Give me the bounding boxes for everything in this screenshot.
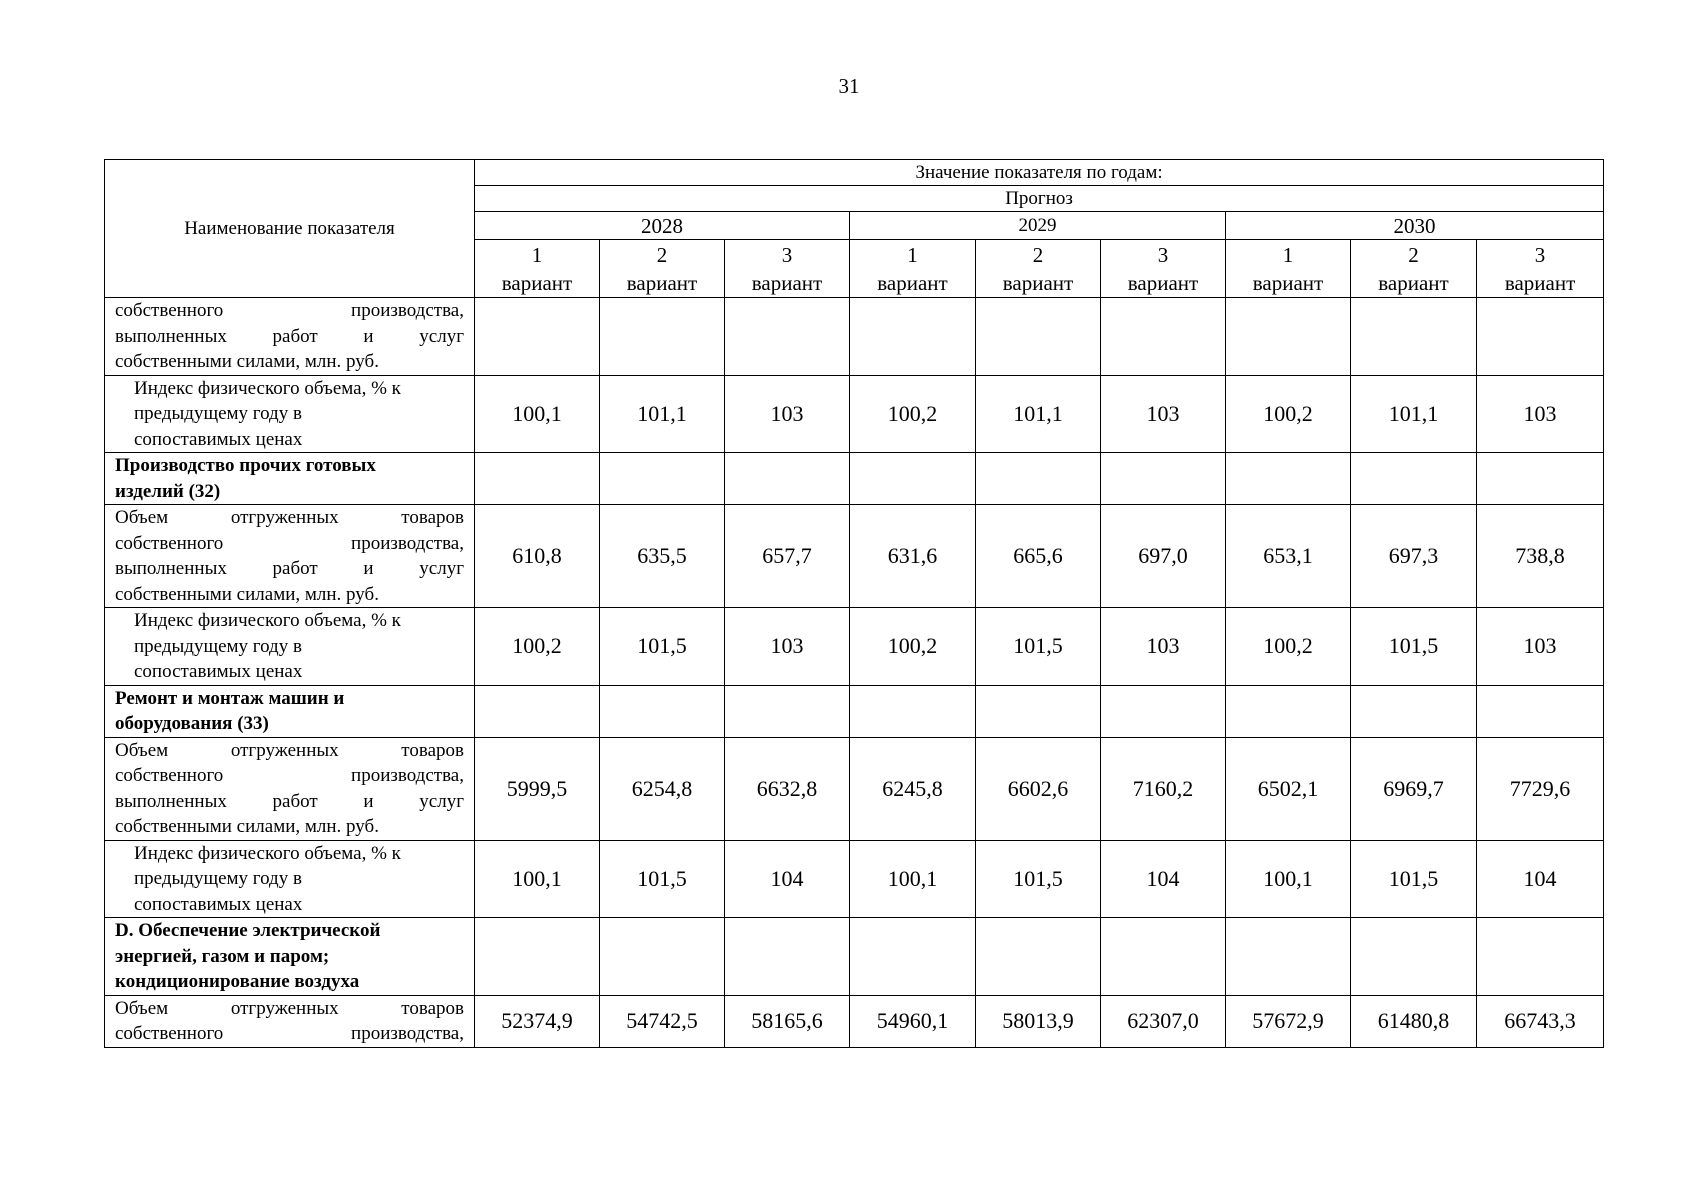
value-cell bbox=[475, 685, 600, 737]
value-cell: 101,5 bbox=[1351, 840, 1477, 918]
value-cell bbox=[850, 685, 976, 737]
value-cell: 58013,9 bbox=[976, 995, 1101, 1047]
value-cell bbox=[475, 453, 600, 505]
value-cell bbox=[725, 298, 850, 376]
indicator-name bbox=[105, 840, 475, 918]
header-year: 2028 bbox=[475, 212, 850, 240]
header-variant bbox=[1226, 240, 1351, 298]
value-cell: 103 bbox=[1101, 375, 1226, 453]
header-variant bbox=[475, 240, 600, 298]
value-cell: 665,6 bbox=[976, 505, 1101, 608]
indicator-name-line: сопоставимых ценах bbox=[134, 428, 303, 450]
variant-label: вариант bbox=[877, 270, 948, 295]
value-cell: 7729,6 bbox=[1477, 737, 1604, 840]
value-cell bbox=[976, 453, 1101, 505]
value-cell bbox=[850, 918, 976, 996]
value-cell: 100,1 bbox=[475, 840, 600, 918]
value-cell: 52374,9 bbox=[475, 995, 600, 1047]
value-cell: 6245,8 bbox=[850, 737, 976, 840]
variant-number: 1 bbox=[1282, 242, 1294, 267]
value-cell bbox=[1477, 453, 1604, 505]
value-cell bbox=[1101, 918, 1226, 996]
indicator-name bbox=[105, 995, 475, 1047]
value-cell bbox=[725, 685, 850, 737]
value-cell bbox=[475, 298, 600, 376]
section-heading bbox=[105, 918, 475, 996]
value-cell: 653,1 bbox=[1226, 505, 1351, 608]
indicator-name-line: Объем отгруженных товаров bbox=[115, 739, 464, 761]
indicator-name-line: Ремонт и монтаж машин и bbox=[115, 687, 345, 709]
value-cell: 610,8 bbox=[475, 505, 600, 608]
indicator-name-line: собственного производства, bbox=[115, 532, 464, 554]
indicator-name-line: собственного производства, bbox=[115, 1023, 464, 1044]
value-cell bbox=[1101, 685, 1226, 737]
header-forecast: Прогноз bbox=[475, 186, 1604, 212]
header-variant bbox=[976, 240, 1101, 298]
table-row bbox=[105, 685, 1604, 737]
value-cell: 100,2 bbox=[1226, 375, 1351, 453]
value-cell: 657,7 bbox=[725, 505, 850, 608]
header-variant bbox=[725, 240, 850, 298]
indicator-name-line: Производство прочих готовых bbox=[115, 455, 376, 476]
value-cell: 58165,6 bbox=[725, 995, 850, 1047]
indicator-name-line: Индекс физического объема, % к bbox=[134, 377, 401, 399]
value-cell: 6602,6 bbox=[976, 737, 1101, 840]
value-cell bbox=[850, 298, 976, 376]
value-cell: 631,6 bbox=[850, 505, 976, 608]
table-row bbox=[105, 375, 1604, 453]
indicator-name-line: Индекс физического объема, % к bbox=[134, 610, 401, 631]
variant-label: вариант bbox=[501, 270, 573, 295]
variant-label: вариант bbox=[751, 270, 823, 295]
value-cell: 101,1 bbox=[600, 375, 725, 453]
value-cell bbox=[1477, 918, 1604, 996]
value-cell: 57672,9 bbox=[1226, 995, 1351, 1047]
value-cell: 7160,2 bbox=[1101, 737, 1226, 840]
variant-number: 3 bbox=[1534, 242, 1546, 267]
value-cell: 54742,5 bbox=[600, 995, 725, 1047]
value-cell bbox=[1351, 298, 1477, 376]
value-cell: 635,5 bbox=[600, 505, 725, 608]
indicator-name-line: собственного производства, bbox=[115, 765, 464, 786]
value-cell: 66743,3 bbox=[1477, 995, 1604, 1047]
header-variant bbox=[600, 240, 725, 298]
value-cell bbox=[475, 918, 600, 996]
value-cell: 697,3 bbox=[1351, 505, 1477, 608]
indicator-name bbox=[105, 505, 475, 608]
value-cell bbox=[1101, 298, 1226, 376]
indicator-name-line: Индекс физического объема, % к bbox=[134, 842, 401, 864]
header-variant bbox=[1101, 240, 1226, 298]
value-cell: 738,8 bbox=[1477, 505, 1604, 608]
variant-number: 1 bbox=[531, 242, 543, 267]
indicator-name-line: кондиционирование воздуха bbox=[115, 971, 360, 992]
indicator-table bbox=[104, 159, 1604, 1048]
value-cell: 103 bbox=[1101, 608, 1226, 686]
value-cell: 100,1 bbox=[1226, 840, 1351, 918]
value-cell bbox=[725, 453, 850, 505]
indicator-name-line: Объем отгруженных товаров bbox=[115, 997, 464, 1019]
value-cell bbox=[1351, 453, 1477, 505]
value-cell: 100,2 bbox=[1226, 608, 1351, 686]
value-cell: 100,2 bbox=[850, 608, 976, 686]
value-cell: 103 bbox=[1477, 608, 1604, 686]
indicator-name bbox=[105, 737, 475, 840]
value-cell bbox=[1226, 453, 1351, 505]
indicator-name-line: сопоставимых ценах bbox=[134, 661, 303, 682]
page-number: 31 bbox=[838, 74, 860, 98]
value-cell: 100,2 bbox=[475, 608, 600, 686]
indicator-name bbox=[105, 608, 475, 686]
value-cell: 101,5 bbox=[976, 608, 1101, 686]
variant-number: 3 bbox=[1157, 242, 1169, 267]
value-cell: 104 bbox=[1477, 840, 1604, 918]
value-cell: 101,1 bbox=[1351, 375, 1477, 453]
indicator-name-line: собственными силами, млн. руб. bbox=[115, 583, 379, 605]
value-cell bbox=[850, 453, 976, 505]
value-cell bbox=[600, 453, 725, 505]
value-cell: 100,2 bbox=[850, 375, 976, 453]
indicator-name-line: энергией, газом и паром; bbox=[115, 945, 330, 967]
variant-label: вариант bbox=[1127, 270, 1199, 295]
value-cell bbox=[1226, 918, 1351, 996]
indicator-name-line: изделий (32) bbox=[115, 480, 221, 502]
value-cell: 6254,8 bbox=[600, 737, 725, 840]
variant-label: вариант bbox=[1252, 270, 1324, 295]
indicator-name bbox=[105, 298, 475, 376]
indicator-name-line: собственными силами, млн. руб. bbox=[115, 351, 379, 372]
table-row bbox=[105, 995, 1604, 1047]
header-variant bbox=[1351, 240, 1477, 298]
value-cell: 101,5 bbox=[600, 608, 725, 686]
indicator-name-line: собственного производства, bbox=[115, 300, 464, 321]
value-cell bbox=[1477, 298, 1604, 376]
indicator-name-line: предыдущему году в bbox=[134, 868, 302, 889]
value-cell: 104 bbox=[725, 840, 850, 918]
value-cell: 103 bbox=[725, 375, 850, 453]
indicator-name-line: Объем отгруженных товаров bbox=[115, 507, 464, 528]
table-row bbox=[105, 840, 1604, 918]
value-cell bbox=[1226, 685, 1351, 737]
indicator-name-line: предыдущему году в bbox=[134, 403, 302, 424]
table-row bbox=[105, 918, 1604, 996]
value-cell: 6969,7 bbox=[1351, 737, 1477, 840]
table-row bbox=[105, 737, 1604, 840]
variant-label: вариант bbox=[1378, 270, 1449, 295]
value-cell bbox=[600, 685, 725, 737]
indicator-name-line: выполненных работ и услуг bbox=[115, 790, 464, 812]
value-cell bbox=[725, 918, 850, 996]
value-cell bbox=[976, 685, 1101, 737]
indicator-name-line: выполненных работ и услуг bbox=[115, 558, 464, 579]
indicator-name-line: оборудования (33) bbox=[115, 713, 269, 734]
header-year: 2029 bbox=[850, 212, 1226, 240]
header-indicator-name: Наименование показателя bbox=[105, 160, 475, 298]
value-cell bbox=[1101, 453, 1226, 505]
table-row bbox=[105, 608, 1604, 686]
value-cell: 100,1 bbox=[850, 840, 976, 918]
value-cell bbox=[1351, 918, 1477, 996]
value-cell bbox=[600, 298, 725, 376]
header-variant bbox=[850, 240, 976, 298]
section-heading bbox=[105, 453, 475, 505]
variant-label: вариант bbox=[1504, 270, 1576, 295]
value-cell: 100,1 bbox=[475, 375, 600, 453]
value-cell bbox=[976, 918, 1101, 996]
value-cell bbox=[1226, 298, 1351, 376]
value-cell bbox=[600, 918, 725, 996]
table-row bbox=[105, 453, 1604, 505]
value-cell: 101,5 bbox=[1351, 608, 1477, 686]
indicator-name-line: D. Обеспечение электрической bbox=[115, 920, 381, 941]
indicator-name-line: сопоставимых ценах bbox=[134, 893, 303, 915]
section-heading bbox=[105, 685, 475, 737]
table-row bbox=[105, 505, 1604, 608]
header-values-by-year: Значение показателя по годам: bbox=[475, 160, 1604, 186]
value-cell: 101,5 bbox=[976, 840, 1101, 918]
indicator-name-line: предыдущему году в bbox=[134, 635, 302, 657]
header-variant bbox=[1477, 240, 1604, 298]
value-cell: 5999,5 bbox=[475, 737, 600, 840]
value-cell bbox=[1351, 685, 1477, 737]
indicator-name bbox=[105, 375, 475, 453]
value-cell: 104 bbox=[1101, 840, 1226, 918]
value-cell: 103 bbox=[1477, 375, 1604, 453]
value-cell bbox=[1477, 685, 1604, 737]
value-cell: 101,1 bbox=[976, 375, 1101, 453]
value-cell: 54960,1 bbox=[850, 995, 976, 1047]
variant-label: вариант bbox=[626, 270, 698, 295]
value-cell: 103 bbox=[725, 608, 850, 686]
value-cell: 101,5 bbox=[600, 840, 725, 918]
value-cell: 6502,1 bbox=[1226, 737, 1351, 840]
indicator-name-line: собственными силами, млн. руб. bbox=[115, 816, 379, 837]
value-cell bbox=[976, 298, 1101, 376]
value-cell: 62307,0 bbox=[1101, 995, 1226, 1047]
variant-number: 2 bbox=[656, 242, 668, 267]
variant-number: 2 bbox=[1408, 242, 1419, 267]
variant-number: 3 bbox=[781, 242, 793, 267]
value-cell: 61480,8 bbox=[1351, 995, 1477, 1047]
value-cell: 697,0 bbox=[1101, 505, 1226, 608]
variant-number: 2 bbox=[1032, 242, 1044, 267]
variant-label: вариант bbox=[1002, 270, 1074, 295]
value-cell: 6632,8 bbox=[725, 737, 850, 840]
header-year: 2030 bbox=[1226, 212, 1604, 240]
table-row bbox=[105, 298, 1604, 376]
variant-number: 1 bbox=[907, 242, 918, 267]
indicator-name-line: выполненных работ и услуг bbox=[115, 325, 464, 347]
